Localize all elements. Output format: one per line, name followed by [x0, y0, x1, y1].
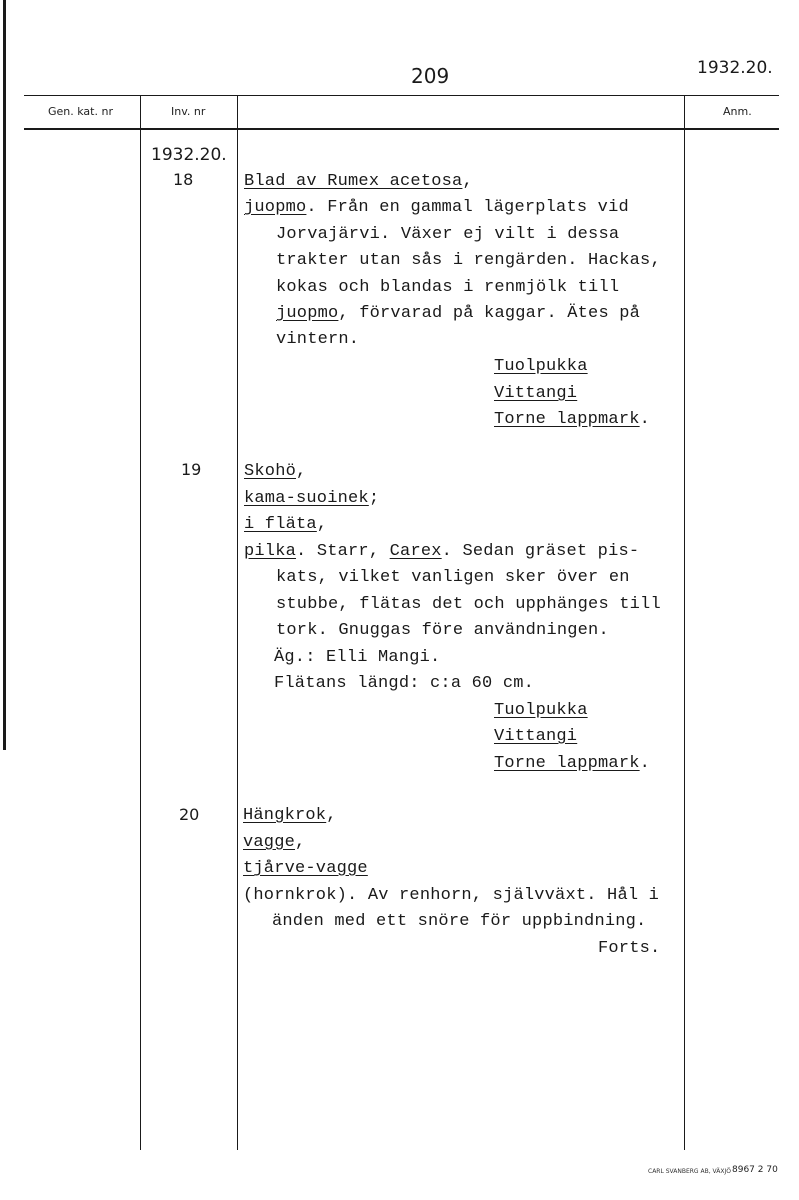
text-run: , förvarad på kaggar. Ätes på — [338, 304, 641, 323]
place-line: Tuolpukka — [494, 357, 588, 376]
header-bottom-rule — [24, 128, 779, 130]
text-run: . Från en gammal lägerplats vid — [306, 198, 629, 217]
entry-line — [244, 542, 639, 561]
term: i fläta — [244, 515, 317, 534]
place-line: Vittangi — [494, 727, 578, 746]
entry-line: kokas och blandas i renmjölk till — [276, 278, 620, 297]
left-margin-rule — [3, 0, 6, 750]
page-number: 209 — [411, 64, 450, 88]
place-line: Torne lappmark. — [494, 754, 651, 773]
text-run: . Starr, — [296, 542, 390, 561]
entry-line — [244, 489, 379, 508]
column-header-gen-kat: Gen. kat. nr — [48, 105, 113, 118]
entry-line: tork. Gnuggas före användningen. — [276, 621, 609, 640]
entry-line: vintern. — [276, 330, 360, 349]
text-run: , — [462, 172, 473, 191]
column-rule-1 — [140, 95, 141, 1150]
entry-line — [276, 304, 640, 323]
column-header-anm: Anm. — [723, 105, 752, 118]
entry-line: Jorvajärvi. Växer ej vilt i dessa — [276, 225, 620, 244]
entry-line: änden med ett snöre för uppbindning. — [272, 912, 647, 931]
entry-line — [244, 462, 306, 481]
place-line: Tuolpukka — [494, 701, 588, 720]
entry-line — [243, 859, 368, 878]
catalog-number: 1932.20. — [697, 58, 773, 78]
place-line: Torne lappmark. — [494, 410, 651, 429]
text-run: ; — [368, 489, 380, 508]
term: Blad av Rumex acetosa — [244, 172, 463, 191]
entry-line — [244, 198, 629, 217]
entry-line — [244, 515, 327, 534]
text-run: . Sedan gräset pis- — [441, 542, 640, 561]
entry-line: Flätans längd: c:a 60 cm. — [274, 674, 535, 693]
text-run: , — [326, 806, 337, 825]
form-code: 8967 2 70 — [732, 1165, 778, 1175]
text-run: , — [316, 515, 328, 534]
term: juopmo — [244, 198, 307, 217]
entry-number: 18 — [173, 170, 194, 189]
header-top-rule — [24, 95, 779, 96]
text-run: , — [295, 833, 306, 852]
entry-line: stubbe, flätas det och upphänges till — [276, 595, 661, 614]
column-rule-3 — [684, 95, 685, 1150]
term: kama-suoinek — [244, 489, 369, 508]
place-line: Vittangi — [494, 384, 578, 403]
entry-number: 19 — [181, 460, 202, 479]
column-header-inv: Inv. nr — [171, 105, 206, 118]
entry-line: (hornkrok). Av renhorn, självväxt. Hål i — [243, 886, 660, 905]
entry-line: trakter utan sås i rengärden. Hackas, — [276, 251, 661, 270]
entry-line — [243, 833, 305, 852]
column-rule-2 — [237, 95, 238, 1150]
entry-line: kats, vilket vanligen sker över en — [276, 568, 630, 587]
term: juopmo — [276, 304, 339, 323]
entry-number: 20 — [179, 805, 200, 824]
printer-imprint: CARL SVANBERG AB, VÄXJÖ — [648, 1168, 731, 1175]
entry-line: Äg.: Elli Mangi. — [274, 648, 441, 667]
text-run: , — [296, 462, 307, 481]
term: tjårve-vagge — [243, 859, 368, 878]
inventory-group-label: 1932.20. — [151, 145, 227, 165]
term: pilka — [244, 542, 297, 561]
continued-note: Forts. — [598, 939, 661, 958]
term: Carex — [389, 542, 442, 561]
term: Skohö — [244, 462, 297, 481]
entry-line — [244, 172, 473, 191]
entry-line — [243, 806, 337, 825]
term: vagge — [243, 833, 296, 852]
term: Hängkrok — [243, 806, 327, 825]
